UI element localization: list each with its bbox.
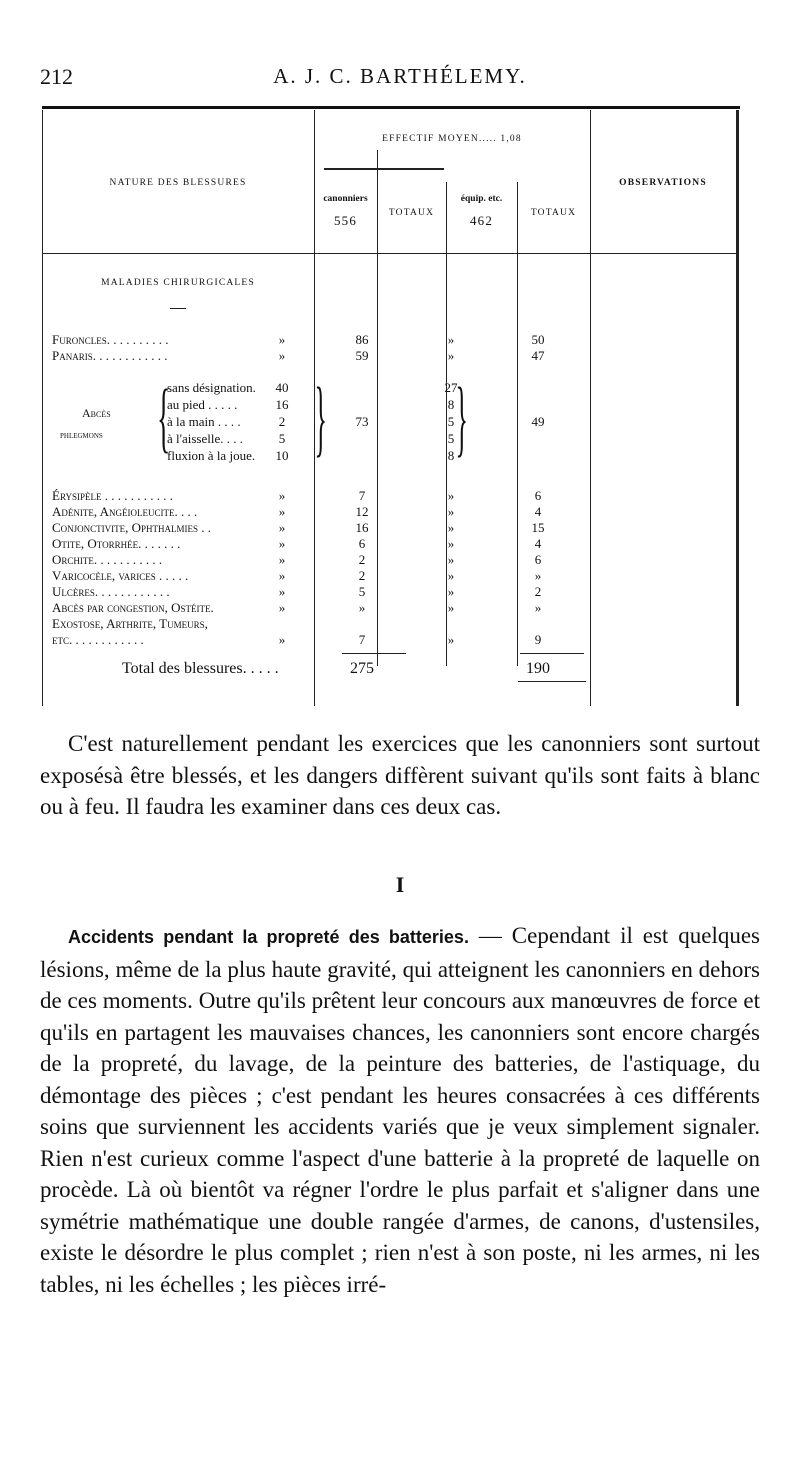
total-canonniers: 275: [350, 660, 374, 677]
col-equip-header: équip. etc.: [460, 194, 503, 204]
right-brace: }: [314, 369, 327, 465]
header-rule: [42, 106, 740, 109]
col-canonniers-header: canonniers: [323, 194, 368, 204]
table-row: Ulcères. . . . . . . . . . . . » 5 » 2: [52, 584, 542, 599]
table-row: Abcès par congestion, Ostéite. » » » »: [52, 600, 542, 615]
table-row: Adénite, Angéioleucite. . . . » 12 » 4: [52, 504, 542, 519]
abces-item: à la main . . . .: [167, 414, 241, 429]
sum-rule: [520, 653, 584, 654]
phlegmons-label: phlegmons: [60, 430, 103, 441]
left-brace: {: [157, 373, 171, 460]
section-title: Accidents pendant la propreté des batteries.: [68, 927, 469, 947]
section-number: I: [395, 872, 405, 897]
table-row: Orchite. . . . . . . . . . . » 2 » 6: [52, 552, 542, 567]
abces-total-canonniers: 73: [355, 414, 369, 429]
col-effectif-header: EFFECTIF MOYEN..... 1,08: [382, 134, 522, 144]
page-header: [40, 64, 760, 98]
table-row: Furoncles. . . . . . . . . . » 86 » 50: [52, 332, 545, 347]
section-heading: MALADIES CHIRURGICALES: [101, 278, 255, 288]
abces-total-equip: 49: [531, 414, 545, 429]
total-equip: 190: [526, 660, 550, 677]
col-totaux2-header: TOTAUX: [530, 208, 577, 218]
col-canonniers-count: 556: [333, 213, 358, 228]
running-title: A. J. C. BARTHÉLEMY.: [273, 64, 527, 88]
header-bottom-rule: [42, 253, 738, 254]
total-label: Total des blessures. . . . .: [122, 660, 279, 677]
col-equip-count: 462: [469, 213, 494, 228]
table-row: Otite, Otorrhée. . . . . . . » 6 » 4: [52, 536, 542, 551]
table-row: Panaris. . . . . . . . . . . . » 59 » 47: [52, 348, 545, 363]
table-row: Conjonctivite, Ophthalmies . . » 16 » 15: [52, 520, 545, 535]
paragraph-accidents: Accidents pendant la propreté des batteries. — Cependant il est quelques lésions, même de la plus haute gravité, qui atteignent les canonniers en dehors de ces moments. Outre qu'ils prêtent leur concours aux manœuvres de force et qu'ils en partagent les mauvaises chances, les canonniers sont encore chargés de la propreté, du lavage, de la peinture des batteries, de l'astiquage, du démontage des pièces ; c'est pendant les heures consacrées à ces différents soins que surviennent les accidents variés que je veux simplement signaler. Rien n'est curieux comme l'aspect d'une batterie à la propreté de laquelle on procède. Là où bientôt va régner l'ordre le plus parfait et s'aligner dans une symétrie mathématique une double rangée d'armes, de canons, d'ustensiles, existe le désordre le plus complet ; rien n'est à son poste, ni les armes, ni les tables, ni les échelles ; les pièces irré-: [40, 923, 760, 1297]
total-underline: [518, 681, 586, 682]
paragraph-intro: C'est naturellement pendant les exercices que les canonniers sont surtout exposésà être blessés, et les dangers diffèrent suivant qu'ils sont faits à blanc ou à feu. Il faudra les examiner dans ces deux cas.: [40, 731, 760, 819]
effectif-rule: [324, 168, 444, 170]
table-row: etc. . . . . . . . . . . . » 7 » 9: [52, 632, 542, 647]
col-nature-header: NATURE DES BLESSURES: [109, 178, 247, 188]
col-observations-header: OBSERVATIONS: [619, 178, 707, 188]
table-row: Varicocèle, varices . . . . . » 2 » »: [52, 568, 542, 583]
section-dash: [170, 308, 186, 309]
abces-item: sans désignation.: [167, 380, 256, 395]
abces-item: au pied . . . . .: [167, 397, 238, 412]
total-row: [42, 660, 738, 680]
page-number: 212: [40, 64, 73, 89]
abces-item: à l'aisselle. . . .: [167, 431, 243, 446]
table-row: Érysipèle . . . . . . . . . . . » 7 » 6: [52, 488, 542, 503]
col-totaux1-header: TOTAUX: [388, 208, 435, 218]
injury-table: NATURE DES BLESSURES EFFECTIF MOYEN..... 1,08 canonniers 556 TOTAUX équip. etc. 462 TOTAUX OBSERVATIONS MALADIES CHIRURGICALES Furoncles. . . . . . . . . . » 86 » 50 Panaris. . . . . . . . . . . . » 59 » 47 Abcès phlegmons { sans désignation. au pied . . . . . à la main . . . . à l'aisselle. . . . fluxion à la joue. 40 27 16 8 2 5 5 5 10 8 } } 73 49 Érysipèle . . . . . . . . . . . » 7 » 6 Adénite, Angéioleucite. . . . » 12 » 4 Conjonctivite, Ophthalmies . . » 16 » 15 Otite, Otorrhée. . . . . . . » 6 » 4 Orchite. . . . . . . . . . . » 2 » 6 Varicocèle, varices . . . . . » 2 » » Ulcères. . . . . . . . . . . . » 5 » 2 Abcès par congestion, Ostéite. » » » » Exostose, Arthrite, Tumeurs, etc. . . . . . . . . . . . » 7 » 9 Total des blessures. . . . . 275 190: [42, 110, 738, 706]
table-row: Exostose, Arthrite, Tumeurs,: [52, 616, 208, 631]
sum-rule: [342, 653, 406, 654]
right-brace: }: [455, 369, 468, 465]
abces-label: Abcès: [82, 406, 111, 420]
abces-item: fluxion à la joue.: [167, 448, 256, 463]
